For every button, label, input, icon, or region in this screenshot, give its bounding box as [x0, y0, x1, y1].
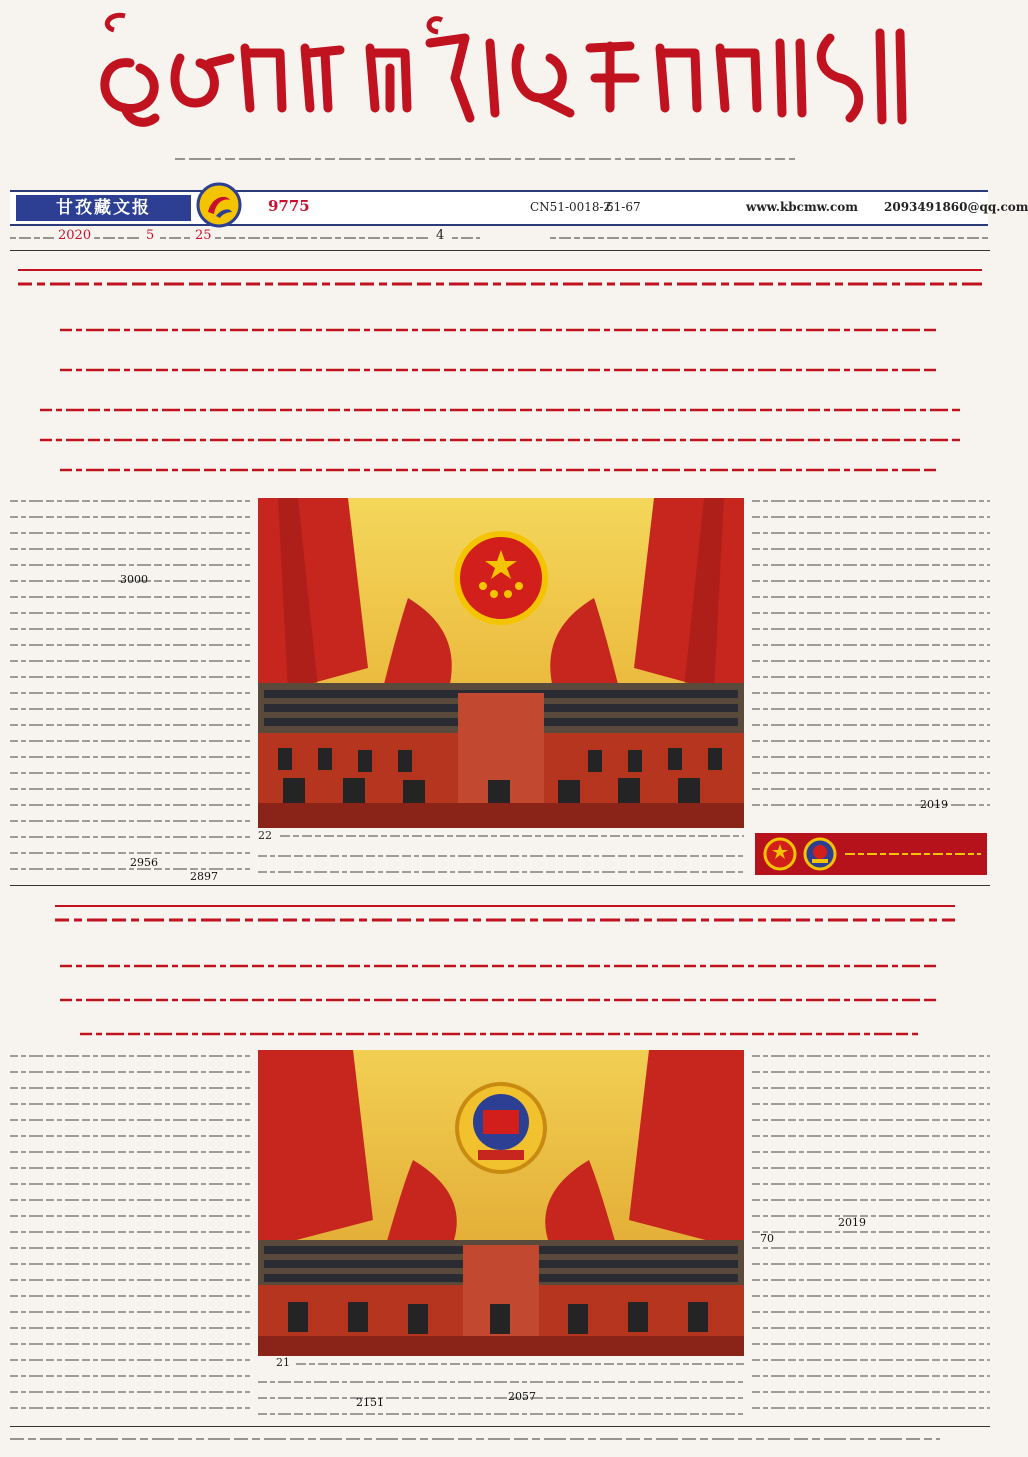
cppcc-emblem-icon — [803, 837, 837, 871]
dateline-tibetan — [10, 232, 990, 244]
article1-stat-year: 2019 — [920, 798, 948, 811]
article1-stat-3: 2897 — [190, 870, 218, 883]
article1-photo-caption — [280, 832, 744, 840]
footer-line — [10, 1426, 990, 1449]
article2-stat-1: 2151 — [356, 1396, 384, 1409]
article-divider — [10, 885, 990, 886]
article2-headline — [55, 898, 955, 938]
issue-number-value: 9775 — [268, 197, 310, 215]
article1-stat-1: 3000 — [120, 573, 148, 586]
credit-box — [755, 833, 987, 875]
article2-right-column — [752, 1050, 990, 1420]
header-rule — [10, 250, 990, 251]
article1-right-column — [752, 495, 990, 825]
date-day: 25 — [195, 228, 212, 243]
article1-stat-2: 2956 — [130, 856, 158, 869]
article1-center-text — [258, 848, 744, 878]
dateline — [10, 228, 990, 246]
date-year: 2020 — [58, 228, 92, 243]
article2-stat-seventy: 70 — [760, 1232, 774, 1245]
national-emblem-icon — [763, 837, 797, 871]
credit-box-text — [845, 847, 981, 861]
issue-range: 61-67 — [606, 200, 641, 214]
article2-center-text — [258, 1374, 744, 1418]
article2-stat-year: 2019 — [838, 1216, 866, 1229]
masthead-logo — [70, 8, 930, 148]
website: www.kbcmw.com — [746, 200, 858, 214]
article2-photo-caption-number: 21 — [276, 1356, 290, 1369]
issue-number — [268, 197, 310, 215]
article1-photo — [258, 498, 744, 828]
article1-left-column — [10, 495, 250, 880]
article2-photo — [258, 1050, 744, 1356]
article1-headline — [18, 262, 982, 302]
article1-subheadlines — [40, 312, 960, 476]
article2-stat-2: 2057 — [508, 1390, 536, 1403]
article2-photo-caption — [296, 1360, 744, 1368]
masthead-band — [10, 190, 1028, 226]
article1-photo-caption-number: 22 — [258, 829, 272, 842]
article2-left-column — [10, 1050, 250, 1420]
paper-logo-icon — [196, 182, 242, 228]
email: 2093491860@qq.com — [884, 200, 1028, 214]
slogan-line — [175, 150, 795, 166]
date-month: 5 — [146, 228, 155, 243]
cn-code: CN51-0018-Z — [530, 200, 612, 214]
weekday-number: 4 — [436, 228, 445, 243]
article2-subheadlines — [60, 948, 940, 1042]
paper-name: 甘孜藏文报 — [16, 195, 191, 221]
